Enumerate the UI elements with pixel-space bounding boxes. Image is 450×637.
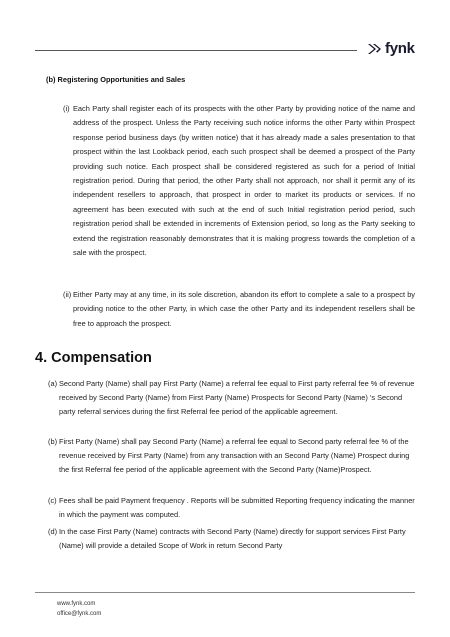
- list-item: [48, 435, 416, 478]
- page-footer: [57, 599, 101, 619]
- footer-divider: [35, 592, 415, 593]
- footer-website-link[interactable]: www.fynk.com: [57, 601, 96, 607]
- list-item: [48, 494, 416, 522]
- item-number: (b): [48, 437, 58, 446]
- clause-item: [63, 102, 415, 260]
- item-text: Fees shall be paid Payment frequency . Reports will be submitted Reporting frequency indicating the manner in which the payment was computed.: [59, 496, 415, 520]
- section-title: 4. Compensation: [35, 350, 152, 366]
- footer-email-link[interactable]: office@fynk.com: [57, 611, 102, 617]
- clause-text: Each Party shall register each of its prospects with the other Party by providing notice of the name and address of the prospect. Unless the Party receiving such notice informs the other Party within Prospect response period business days (by written notice) that it has already made a sales presentation to that prospect within the last Lookback period, each such prospect shall be deemed a prospect of the Party providing such notice. Each prospect shall be considered registered as such for a period of Initial registration period. During that period, the other Party shall not approach, nor shall it permit any of its independent resellers to approach, that prospect in order to market its products or services. If no agreement has been executed with such at the end of such Initial registration period period, such registration period shall be extended in increments of Extension period, so long as the Party seeking to extend the registration reasonably demonstrates that it is making progress towards the completion of a sale with the prospect.: [73, 104, 415, 258]
- subsection-title: (b) Registering Opportunities and Sales: [46, 75, 186, 84]
- fynk-logo-icon: [366, 41, 382, 57]
- item-text: Second Party (Name) shall pay First Party (Name) a referral fee equal to First party referral fee % of revenue received by Second Party (Name) from First Party (Name) Prospects for Second Party (Name) 's Second party referral services during the first Referral fee period of the applicable agreement.: [59, 379, 415, 417]
- item-text: First Party (Name) shall pay Second Party (Name) a referral fee equal to Second party referral fee % of the revenue received by First Party (Name) from any transaction with an Second Party (Name) Prospect during the first Referral fee period of the applicable agreement with the Second Party (Name)Prospect.: [59, 437, 410, 475]
- brand-logo: [366, 40, 415, 57]
- clause-number: (i): [63, 104, 70, 113]
- clause-number: (ii): [63, 290, 72, 299]
- header-divider: [35, 50, 357, 51]
- list-item: [48, 525, 416, 553]
- item-text: In the case First Party (Name) contracts with Second Party (Name) directly for support services First Party (Name) will provide a detailed Scope of Work in return Second Party: [59, 527, 406, 551]
- item-number: (a): [48, 379, 58, 388]
- clause-item: [63, 288, 415, 331]
- logo-text: fynk: [385, 40, 415, 57]
- item-number: (d): [48, 527, 58, 536]
- clause-text: Either Party may at any time, in its sole discretion, abandon its effort to complete a sale to a prospect by providing notice to the other Party, in which case the other Party and its independent resellers shall be free to approach the prospect.: [73, 290, 415, 328]
- list-item: [48, 377, 416, 420]
- item-number: (c): [48, 496, 57, 505]
